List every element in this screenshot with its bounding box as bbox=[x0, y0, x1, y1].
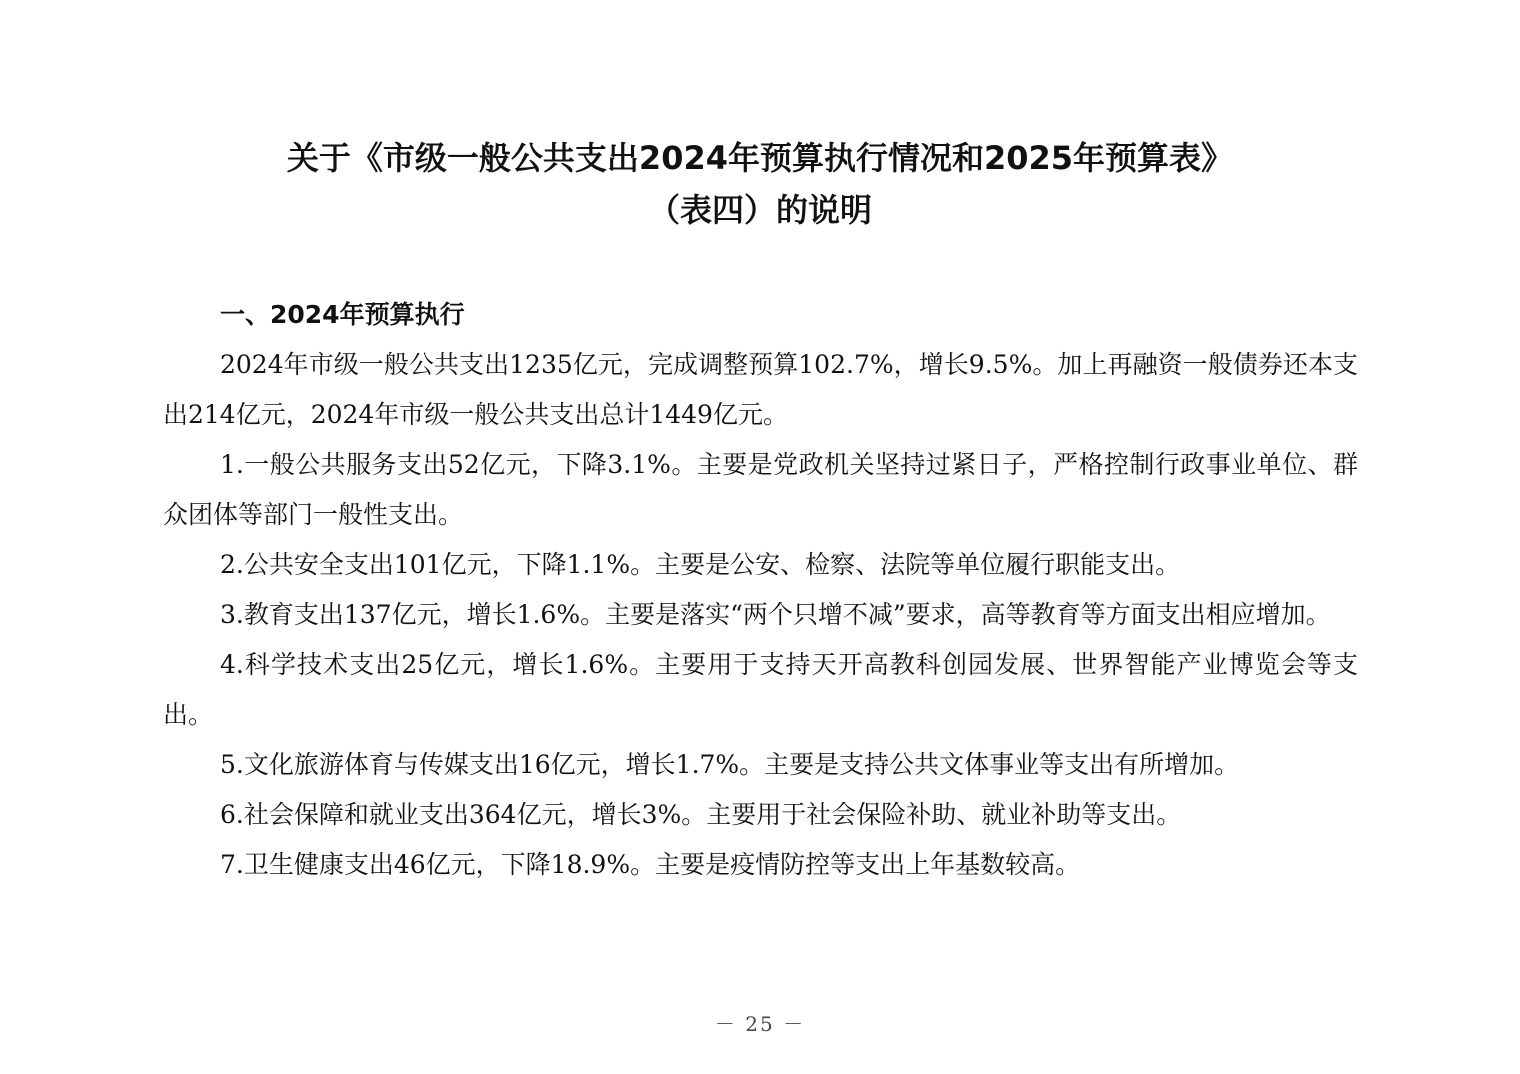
paragraph-item-4: 4.科学技术支出25亿元，增长1.6%。主要用于支持天开高教科创园发展、世界智能产业博览会等支出。 bbox=[163, 650, 1358, 729]
paragraph-item-5: 5.文化旅游体育与传媒支出16亿元，增长1.7%。主要是支持公共文体事业等支出有所增加。 bbox=[220, 750, 1240, 779]
section-heading: 一、2024年预算执行 bbox=[220, 300, 465, 329]
paragraph-item-2: 2.公共安全支出101亿元，下降1.1%。主要是公安、检察、法院等单位履行职能支出。 bbox=[220, 550, 1181, 579]
document-title: 关于《市级一般公共支出2024年预算执行情况和2025年预算表》 bbox=[286, 139, 1234, 177]
document-body bbox=[163, 290, 1358, 890]
paragraph-item-3: 3.教育支出137亿元，增长1.6%。主要是落实“两个只增不减”要求，高等教育等方面支出相应增加。 bbox=[220, 600, 1331, 629]
paragraph-summary: 2024年市级一般公共支出1235亿元，完成调整预算102.7%，增长9.5%。加上再融资一般债券还本支出214亿元，2024年市级一般公共支出总计1449亿元。 bbox=[163, 350, 1358, 429]
paragraph-item-7: 7.卫生健康支出46亿元，下降18.9%。主要是疫情防控等支出上年基数较高。 bbox=[220, 850, 1081, 879]
document-subtitle: （表四）的说明 bbox=[647, 191, 872, 229]
paragraph-item-6: 6.社会保障和就业支出364亿元，增长3%。主要用于社会保险补助、就业补助等支出。 bbox=[220, 800, 1182, 829]
paragraph-item-1: 1.一般公共服务支出52亿元，下降3.1%。主要是党政机关坚持过紧日子，严格控制行政事业单位、群众团体等部门一般性支出。 bbox=[163, 450, 1358, 529]
page-number: － 25 － bbox=[714, 1012, 806, 1036]
